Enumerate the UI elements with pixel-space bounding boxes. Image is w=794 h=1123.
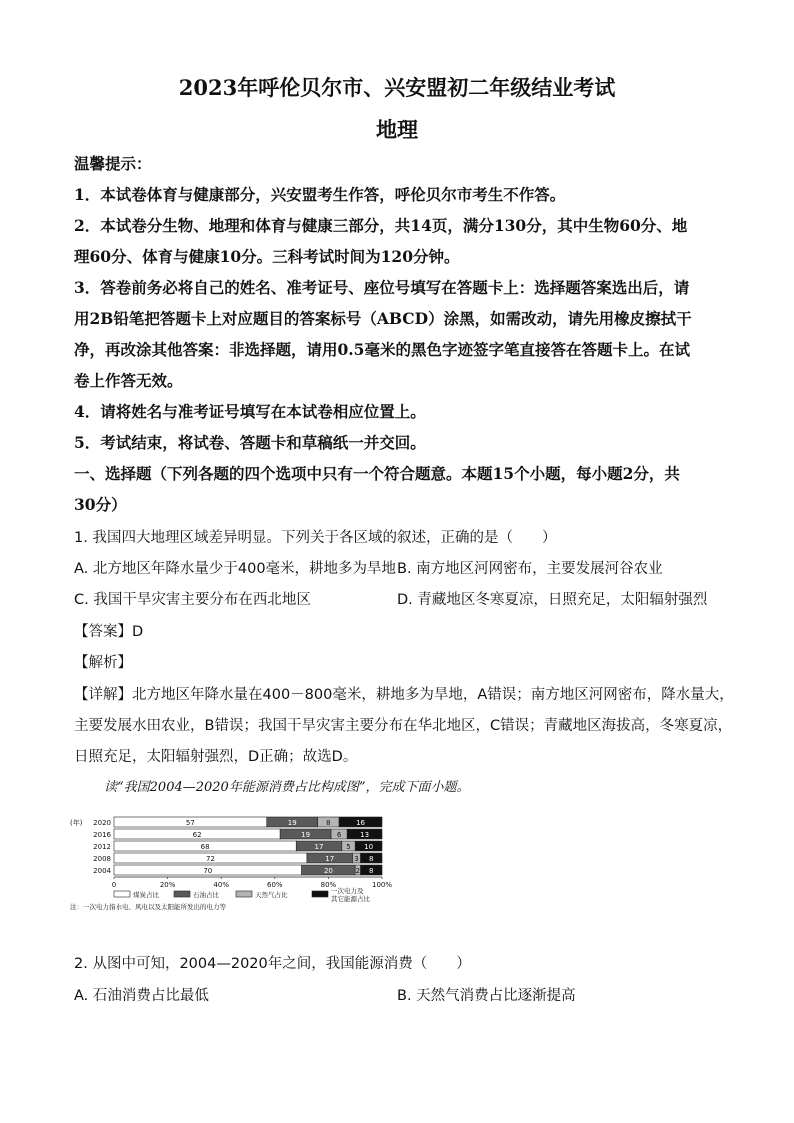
data-label: 68 <box>200 843 210 851</box>
category-label: 2012 <box>93 843 111 851</box>
section-heading: 30分） <box>74 495 127 514</box>
legend-swatch <box>312 891 328 897</box>
subject-title: 地理 <box>376 117 418 142</box>
legend-label: 其它能源占比 <box>331 895 370 903</box>
legend-label: 煤炭占比 <box>133 891 159 899</box>
question-1-options-ab <box>74 557 724 578</box>
x-tick-label: 40% <box>213 881 229 889</box>
answer-value: D <box>132 624 144 640</box>
option-b: B. 天然气消费占比逐渐提高 <box>397 988 576 1004</box>
data-label: 10 <box>364 843 374 851</box>
data-label: 5 <box>346 843 351 851</box>
x-tick-label: 60% <box>267 881 283 889</box>
answer-tag: 【答案】 <box>74 624 132 640</box>
option-a: A. 石油消费占比最低 <box>74 988 209 1004</box>
page-title: 2023年呼伦贝尔市、兴安盟初二年级结业考试 <box>178 75 616 100</box>
chart-note: 注：一次电力指水电、风电以及太阳能所发出的电力等 <box>70 903 226 911</box>
legend-swatch <box>236 891 252 897</box>
tip-line: 4．请将姓名与准考证号填写在本试卷相应位置上。 <box>74 402 426 421</box>
data-label: 2 <box>355 867 361 875</box>
y-axis-unit: (年) <box>70 819 83 827</box>
question-1-stem: 1. 我国四大地理区域差异明显。下列关于各区域的叙述，正确的是（ ） <box>74 530 557 546</box>
tip-line: 2．本试卷分生物、地理和体育与健康三部分，共14页，满分130分，其中生物60分、地 <box>74 216 688 235</box>
x-tick-label: 80% <box>320 881 337 889</box>
tip-line: 3．答卷前务必将自己的姓名、准考证号、座位号填写在答题卡上：选择题答案选出后，请 <box>74 278 690 297</box>
legend-swatch <box>174 891 190 897</box>
tip-line: 净，再改涂其他答案：非选择题，请用0.5毫米的黑色字迹签字笔直接答在答题卡上。在试 <box>74 340 690 359</box>
data-label: 19 <box>287 819 297 827</box>
data-label: 6 <box>336 831 342 839</box>
option-d: D. 青藏地区冬寒夏凉，日照充足，太阳辐射强烈 <box>397 592 708 608</box>
data-label: 8 <box>369 855 374 863</box>
data-label: 8 <box>326 819 331 827</box>
data-label: 17 <box>325 855 335 863</box>
detail-line: 日照充足，太阳辐射强烈，D正确；故选D。 <box>74 749 358 765</box>
x-tick-label: 0 <box>111 881 117 889</box>
question-2-options-ab <box>74 984 724 1005</box>
chart-caption: 读“我国2004—2020年能源消费占比构成图”，完成下面小题。 <box>104 780 470 795</box>
category-label: 2008 <box>93 855 111 863</box>
data-label: 20 <box>323 867 333 875</box>
answer-line <box>74 620 724 641</box>
tip-line: 5．考试结束，将试卷、答题卡和草稿纸一并交回。 <box>74 433 426 452</box>
legend-label: 石油占比 <box>193 891 219 899</box>
category-label: 2016 <box>93 831 111 839</box>
legend-swatch <box>114 891 130 897</box>
data-label: 19 <box>301 831 311 839</box>
energy-consumption-chart <box>70 812 400 932</box>
legend-label: 天然气占比 <box>255 891 288 899</box>
tip-line: 理60分、体育与健康10分。三科考试时间为120分钟。 <box>74 247 460 266</box>
data-label: 17 <box>314 843 324 851</box>
data-label: 62 <box>192 831 202 839</box>
data-label: 70 <box>203 867 213 875</box>
data-label: 57 <box>185 819 195 827</box>
detail-line: 主要发展水田农业，B错误；我国干旱灾害主要分布在华北地区，C错误；青藏地区海拔高，冬寒夏凉， <box>74 718 733 734</box>
option-c: C. 我国干旱灾害主要分布在西北地区 <box>74 592 311 608</box>
category-label: 2020 <box>93 819 111 827</box>
analysis-tag: 【解析】 <box>74 655 132 671</box>
detail-line: 【详解】北方地区年降水量在400－800毫米，耕地多为旱地，A错误；南方地区河网密布，降水量大， <box>74 687 734 703</box>
question-1-options-cd <box>74 588 724 609</box>
data-label: 72 <box>206 855 215 863</box>
x-tick-label: 20% <box>159 881 176 889</box>
tips-heading: 温馨提示： <box>74 154 152 173</box>
section-heading: 一、选择题（下列各题的四个选项中只有一个符合题意。本题15个小题，每小题2分，共 <box>74 464 680 483</box>
data-label: 16 <box>356 819 366 827</box>
tip-line: 卷上作答无效。 <box>74 371 183 390</box>
tip-line: 用2B铅笔把答题卡上对应题目的答案标号（ABCD）涂黑，如需改动，请先用橡皮擦拭干 <box>74 309 692 328</box>
option-a: A. 北方地区年降水量少于400毫米，耕地多为旱地 <box>74 561 397 577</box>
data-label: 3 <box>354 855 359 863</box>
legend-label: 一次电力及 <box>331 887 364 895</box>
data-label: 13 <box>360 831 370 839</box>
option-b: B. 南方地区河网密布，主要发展河谷农业 <box>397 561 663 577</box>
x-tick-label: 100% <box>371 881 393 889</box>
question-2-stem: 2. 从图中可知，2004—2020年之间，我国能源消费（ ） <box>74 956 471 972</box>
category-label: 2004 <box>93 867 111 875</box>
tip-line: 1．本试卷体育与健康部分，兴安盟考生作答，呼伦贝尔市考生不作答。 <box>74 185 566 204</box>
data-label: 8 <box>369 867 374 875</box>
